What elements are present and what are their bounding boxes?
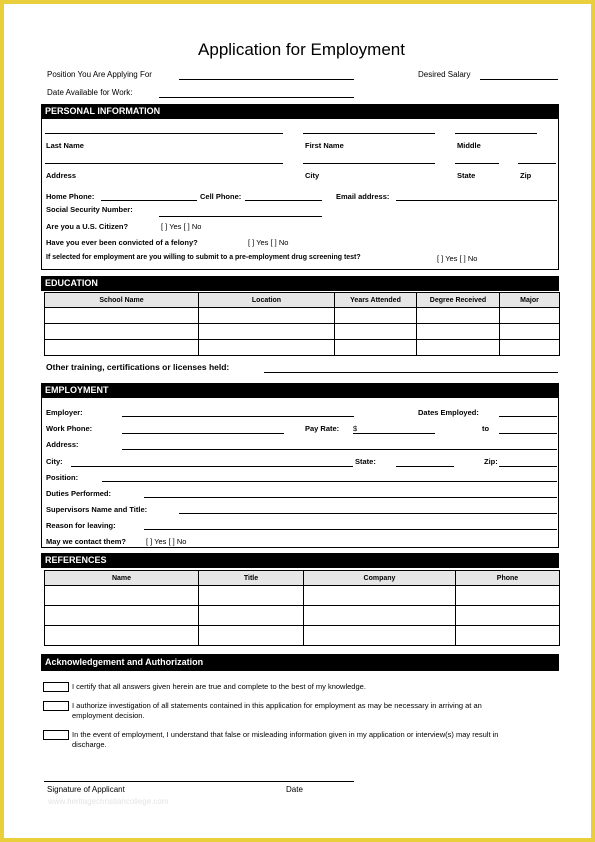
ack-certify-text: I certify that all answers given herein are true and complete to the best of my knowledge.	[72, 682, 366, 691]
acknowledgement-heading: Acknowledgement and Authorization	[41, 654, 559, 671]
references-header-row	[45, 571, 560, 586]
home-phone-field[interactable]	[101, 200, 197, 201]
personal-info-heading: PERSONAL INFORMATION	[41, 104, 559, 119]
employment-state-field[interactable]	[396, 466, 454, 467]
employment-city-field[interactable]	[71, 466, 353, 467]
references-col-name: Name	[45, 571, 199, 586]
state-field[interactable]	[455, 163, 499, 164]
table-row	[45, 340, 560, 356]
pay-rate-label: Pay Rate:	[305, 424, 340, 433]
date-available-label: Date Available for Work:	[47, 88, 133, 97]
date-available-field[interactable]	[159, 97, 354, 98]
first-name-label: First Name	[305, 141, 344, 150]
pay-rate-to-field[interactable]	[499, 433, 557, 434]
employment-address-label: Address:	[46, 440, 79, 449]
other-training-label: Other training, certifications or licenses held:	[46, 362, 230, 372]
ssn-field[interactable]	[159, 216, 322, 217]
employment-city-label: City:	[46, 457, 63, 466]
city-label: City	[305, 171, 320, 180]
references-col-title: Title	[199, 571, 304, 586]
reason-leaving-field[interactable]	[144, 529, 557, 530]
last-name-field[interactable]	[45, 133, 283, 134]
employment-position-field[interactable]	[102, 481, 557, 482]
table-row	[45, 626, 560, 646]
table-row	[45, 606, 560, 626]
education-col-degree: Degree Received	[417, 293, 500, 308]
other-training-field[interactable]	[264, 372, 558, 373]
position-field[interactable]	[179, 79, 354, 80]
zip-field[interactable]	[518, 163, 556, 164]
desired-salary-field[interactable]	[480, 79, 558, 80]
supervisor-label: Supervisors Name and Title:	[46, 505, 148, 514]
watermark-text: www.heritagechristiancollege.com	[48, 797, 169, 806]
employment-state-label: State:	[355, 457, 376, 466]
employer-label: Employer:	[46, 408, 83, 417]
education-col-location: Location	[199, 293, 335, 308]
address-field[interactable]	[45, 163, 283, 164]
date-label: Date	[286, 785, 303, 794]
drug-test-question: If selected for employment are you willing to submit to a pre-employment drug screening test?	[46, 254, 361, 261]
email-label: Email address:	[336, 192, 390, 201]
ack-discharge-text: In the event of employment, I understand that false or misleading information given in my application or interview(s) may result in discharge.	[72, 730, 499, 749]
work-phone-label: Work Phone:	[46, 424, 93, 433]
citizen-question: Are you a U.S. Citizen?	[46, 222, 129, 231]
pay-rate-field[interactable]	[353, 433, 435, 434]
employment-zip-field[interactable]	[499, 466, 557, 467]
first-name-field[interactable]	[303, 133, 435, 134]
city-field[interactable]	[303, 163, 435, 164]
address-label: Address	[46, 171, 77, 180]
references-col-company: Company	[304, 571, 456, 586]
felony-options[interactable]: [ ] Yes [ ] No	[248, 238, 289, 247]
reason-leaving-label: Reason for leaving:	[46, 521, 116, 530]
education-col-school: School Name	[45, 293, 199, 308]
position-label: Position You Are Applying For	[47, 70, 152, 79]
form-title: Application for Employment	[198, 40, 405, 59]
duties-label: Duties Performed:	[46, 489, 112, 498]
citizen-options[interactable]: [ ] Yes [ ] No	[161, 222, 202, 231]
table-row	[45, 324, 560, 340]
dates-employed-field[interactable]	[499, 416, 557, 417]
employment-address-field[interactable]	[122, 449, 557, 450]
education-col-major: Major	[500, 293, 560, 308]
education-header-row	[45, 293, 560, 308]
table-row	[45, 586, 560, 606]
drug-test-options[interactable]: [ ] Yes [ ] No	[437, 254, 478, 263]
zip-label: Zip	[520, 171, 532, 180]
references-heading: REFERENCES	[41, 553, 559, 568]
ack-certify-box[interactable]	[43, 682, 69, 692]
contact-options[interactable]: [ ] Yes [ ] No	[146, 537, 187, 546]
employment-heading: EMPLOYMENT	[41, 383, 559, 398]
references-table	[44, 570, 560, 646]
cell-phone-field[interactable]	[245, 200, 322, 201]
employer-field[interactable]	[122, 416, 354, 417]
employment-zip-label: Zip:	[484, 457, 498, 466]
ack-authorize-box[interactable]	[43, 701, 69, 711]
desired-salary-label: Desired Salary	[418, 70, 471, 79]
contact-question: May we contact them?	[46, 537, 127, 546]
work-phone-field[interactable]	[122, 433, 284, 434]
ack-discharge-box[interactable]	[43, 730, 69, 740]
signature-label: Signature of Applicant	[47, 785, 125, 794]
pay-rate-to: to	[482, 424, 490, 433]
education-col-years: Years Attended	[335, 293, 417, 308]
ssn-label: Social Security Number:	[46, 205, 133, 214]
duties-field[interactable]	[144, 497, 557, 498]
cell-phone-label: Cell Phone:	[200, 192, 242, 201]
references-col-phone: Phone	[456, 571, 560, 586]
pay-rate-dollar: $	[353, 424, 358, 433]
education-heading: EDUCATION	[41, 276, 559, 291]
table-row	[45, 308, 560, 324]
employment-position-label: Position:	[46, 473, 79, 482]
dates-employed-label: Dates Employed:	[418, 408, 479, 417]
email-field[interactable]	[396, 200, 557, 201]
supervisor-field[interactable]	[179, 513, 557, 514]
last-name-label: Last Name	[46, 141, 84, 150]
signature-field[interactable]	[44, 781, 354, 782]
education-table	[44, 292, 560, 356]
ack-authorize-text: I authorize investigation of all statements contained in this application for employment as may be necessary in arriving at an employment decision.	[72, 701, 482, 720]
middle-name-label: Middle	[457, 141, 481, 150]
middle-name-field[interactable]	[455, 133, 537, 134]
felony-question: Have you ever been convicted of a felony?	[46, 238, 198, 247]
state-label: State	[457, 171, 476, 180]
home-phone-label: Home Phone:	[46, 192, 95, 201]
